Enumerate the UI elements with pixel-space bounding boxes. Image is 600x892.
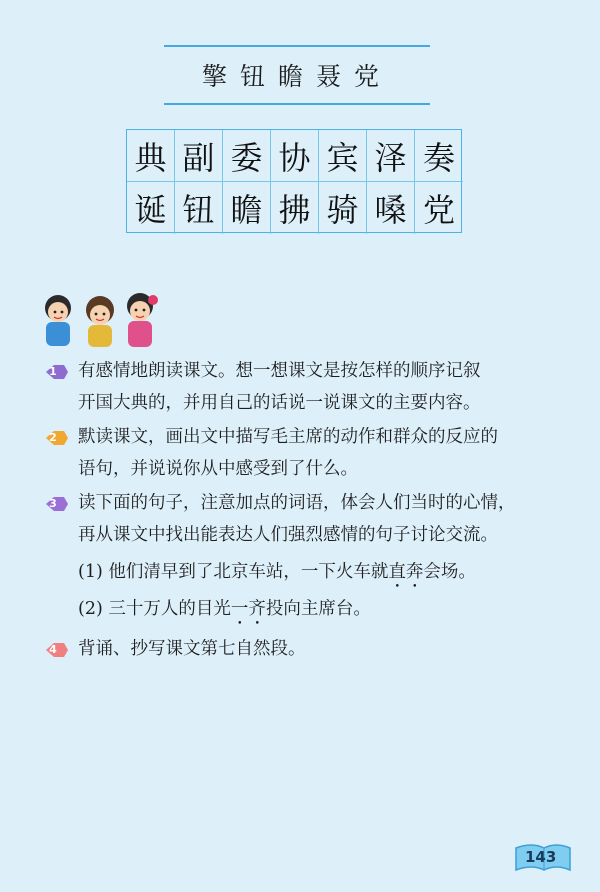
children-illustration	[36, 288, 166, 350]
character-grid	[126, 129, 462, 233]
exercise-number: 2	[49, 431, 57, 444]
sentence-text: (2) 三十万人的目光	[78, 599, 231, 619]
sentence-text: 投向主席台。	[265, 599, 371, 619]
dotted-word: 一齐	[230, 599, 266, 619]
exercise-item	[44, 355, 574, 419]
new-words-text: 擎钮瞻聂党	[201, 62, 392, 91]
exercise-line: 开国大典的，并用自己的话说一说课文的主要内容。	[78, 393, 481, 413]
page-number-badge	[512, 840, 574, 874]
grid-cell: 奏	[415, 130, 463, 182]
exercise-line: 默读课文，画出文中描写毛主席的动作和群众的反应的	[78, 427, 498, 447]
grid-cell: 钮	[175, 182, 223, 234]
number-badge-icon	[44, 430, 68, 446]
exercise-line: 背诵、抄写课文第七自然段。	[78, 639, 306, 659]
exercise-line: 读下面的句子，注意加点的词语，体会人们当时的心情，	[78, 493, 516, 513]
example-sentences	[44, 555, 574, 629]
grid-cell: 骑	[319, 182, 367, 234]
exercise-number: 4	[49, 643, 57, 656]
exercise-line: 有感情地朗读课文。想一想课文是按怎样的顺序记叙	[78, 361, 481, 381]
dotted-word: 直奔	[388, 562, 424, 582]
example-sentence	[78, 555, 574, 592]
grid-cell: 协	[271, 130, 319, 182]
grid-cell: 瞻	[223, 182, 271, 234]
grid-cell: 诞	[127, 182, 175, 234]
grid-cell: 党	[422, 191, 455, 229]
exercise-number: 1	[49, 365, 57, 378]
exercise-item	[44, 421, 574, 485]
number-badge-icon	[44, 364, 68, 380]
exercise-line: 语句，并说说你从中感受到了什么。	[78, 459, 358, 479]
sentence-text: (1) 他们清早到了北京车站，一下火车就	[78, 562, 389, 582]
grid-cell: 宾	[319, 130, 367, 182]
example-sentence	[78, 592, 574, 629]
number-badge-icon	[44, 642, 68, 658]
grid-cell: 典	[127, 130, 175, 182]
grid-cell: 嗓	[367, 182, 415, 234]
grid-cell: 拂	[271, 182, 319, 234]
grid-cell: 泽	[367, 130, 415, 182]
new-words-box	[164, 45, 430, 105]
exercise-list	[44, 355, 574, 667]
exercise-item	[44, 487, 574, 551]
page-number: 143	[525, 848, 557, 866]
exercise-line: 再从课文中找出能表达人们强烈感情的句子讨论交流。	[78, 525, 498, 545]
sentence-text: 会场。	[423, 562, 476, 582]
exercise-number: 3	[49, 497, 57, 510]
number-badge-icon	[44, 496, 68, 512]
grid-cell: 委	[223, 130, 271, 182]
grid-cell: 副	[175, 130, 223, 182]
exercise-item	[44, 633, 574, 665]
